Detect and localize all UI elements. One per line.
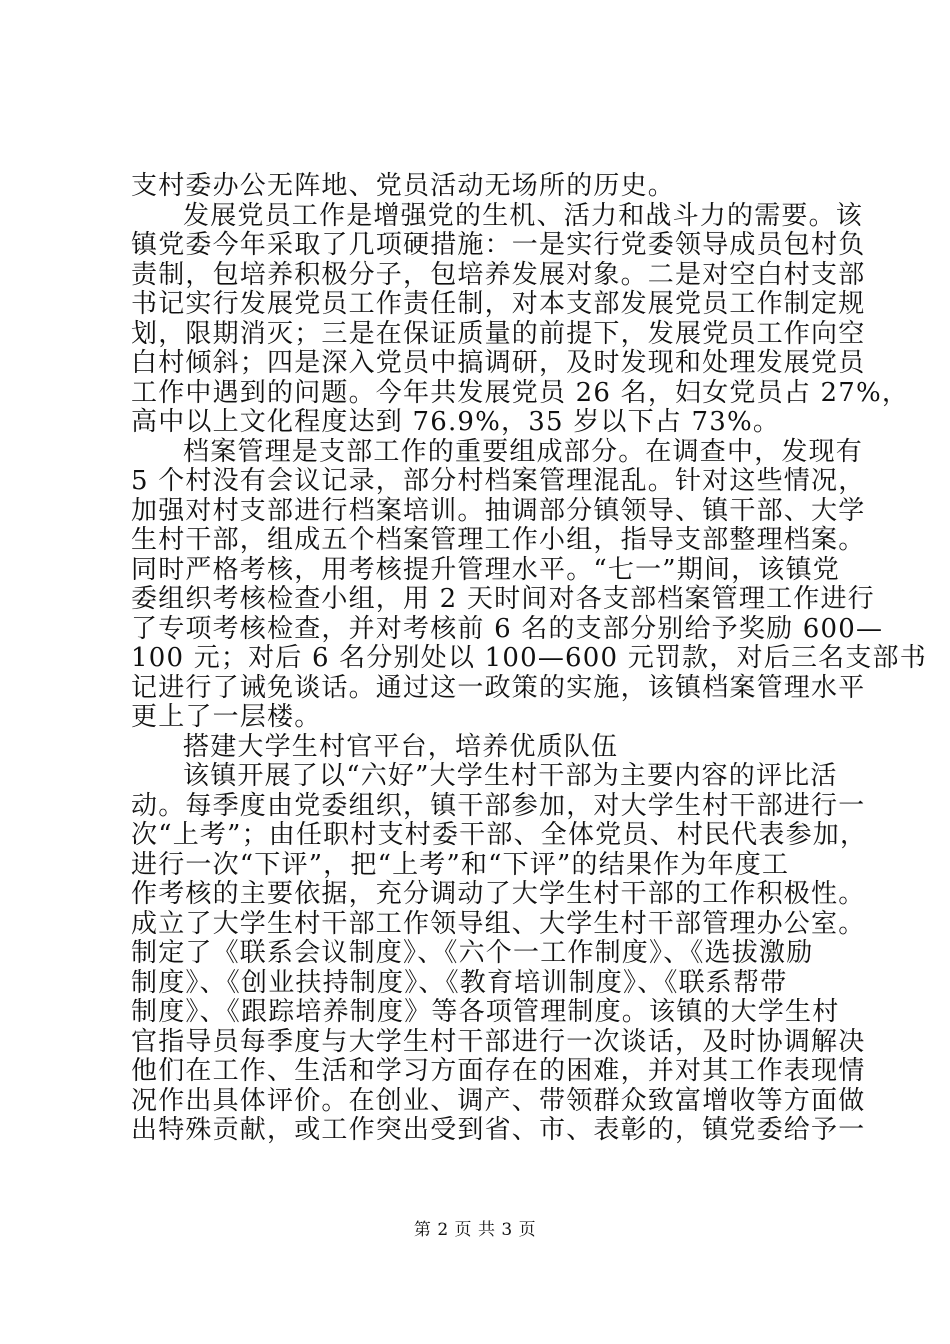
text-line: 加强对村支部进行档案培训。抽调部分镇领导、镇干部、大学 — [131, 495, 866, 526]
text-line: 更上了一层楼。 — [131, 702, 322, 732]
text-line: 作考核的主要依据，充分调动了大学生村干部的工作积极性。 — [131, 879, 866, 909]
text-line: 次“上考”；由任职村支村委干部、全体党员、村民代表参加， — [131, 820, 868, 850]
page-number-footer: 第 2 页 共 3 页 — [413, 1220, 537, 1240]
text-line: 记进行了诫免谈话。通过这一政策的实施，该镇档案管理水平 — [131, 672, 866, 703]
text-line: 书记实行发展党员工作责任制，对本支部发展党员工作制定规 — [131, 289, 866, 319]
text-line: 高中以上文化程度达到 76.9%，35 岁以下占 73%。 — [131, 407, 781, 437]
text-line: 镇党委今年采取了几项硬措施：一是实行党委领导成员包村负 — [131, 230, 866, 260]
text-line: 动。每季度由党委组织，镇干部参加，对大学生村干部进行一 — [131, 790, 866, 821]
text-line: 划，限期消灭；三是在保证质量的前提下，发展党员工作向空 — [131, 318, 866, 349]
text-line: 责制，包培养积极分子，包培养发展对象。二是对空白村支部 — [131, 259, 866, 290]
text-line: 同时严格考核，用考核提升管理水平。“七一”期间，该镇党 — [131, 554, 840, 585]
paragraph-start-line: 发展党员工作是增强党的生机、活力和战斗力的需要。该 — [183, 200, 864, 231]
text-line: 工作中遇到的问题。今年共发展党员 26 名，妇女党员占 27%， — [131, 377, 910, 408]
text-line: 5 个村没有会议记录，部分村档案管理混乱。针对这些情况， — [131, 466, 866, 496]
text-line: 成立了大学生村干部工作领导组、大学生村干部管理办公室。 — [131, 908, 866, 939]
paragraph-start-line: 该镇开展了以“六好”大学生村干部为主要内容的评比活 — [183, 761, 838, 791]
paragraph-start-line: 档案管理是支部工作的重要组成部分。在调查中，发现有 — [183, 436, 864, 467]
document-body — [131, 171, 927, 1146]
text-line: 进行一次“下评”，把“上考”和“下评”的结果作为年度工 — [131, 849, 790, 880]
text-line: 支村委办公无阵地、党员活动无场所的历史。 — [131, 171, 676, 201]
text-line: 了专项考核检查，并对考核前 6 名的支部分别给予奖励 600— — [131, 613, 884, 644]
text-line: 制度》、《跟踪培养制度》等各项管理制度。该镇的大学生村 — [131, 997, 840, 1027]
text-line: 委组织考核检查小组，用 2 天时间对各支部档案管理工作进行 — [131, 584, 875, 614]
section-heading: 搭建大学生村官平台，培养优质队伍 — [183, 731, 619, 762]
text-line: 100 元；对后 6 名分别处以 100—600 元罚款，对后三名支部书 — [131, 643, 927, 673]
text-line: 制度》、《创业扶持制度》、《教育培训制度》、《联系帮带 — [131, 967, 788, 998]
text-line: 生村干部，组成五个档案管理工作小组，指导支部整理档案。 — [131, 525, 866, 555]
text-line: 出特殊贡献，或工作突出受到省、市、表彰的，镇党委给予一 — [131, 1115, 866, 1145]
text-line: 官指导员每季度与大学生村干部进行一次谈话，及时协调解决 — [131, 1026, 866, 1057]
text-line: 制定了《联系会议制度》、《六个一工作制度》、《选拔激励 — [131, 938, 814, 968]
text-line: 况作出具体评价。在创业、调产、带领群众致富增收等方面做 — [131, 1085, 866, 1116]
text-line: 白村倾斜；四是深入党员中搞调研，及时发现和处理发展党员 — [131, 348, 866, 378]
text-line: 他们在工作、生活和学习方面存在的困难，并对其工作表现情 — [131, 1056, 866, 1086]
